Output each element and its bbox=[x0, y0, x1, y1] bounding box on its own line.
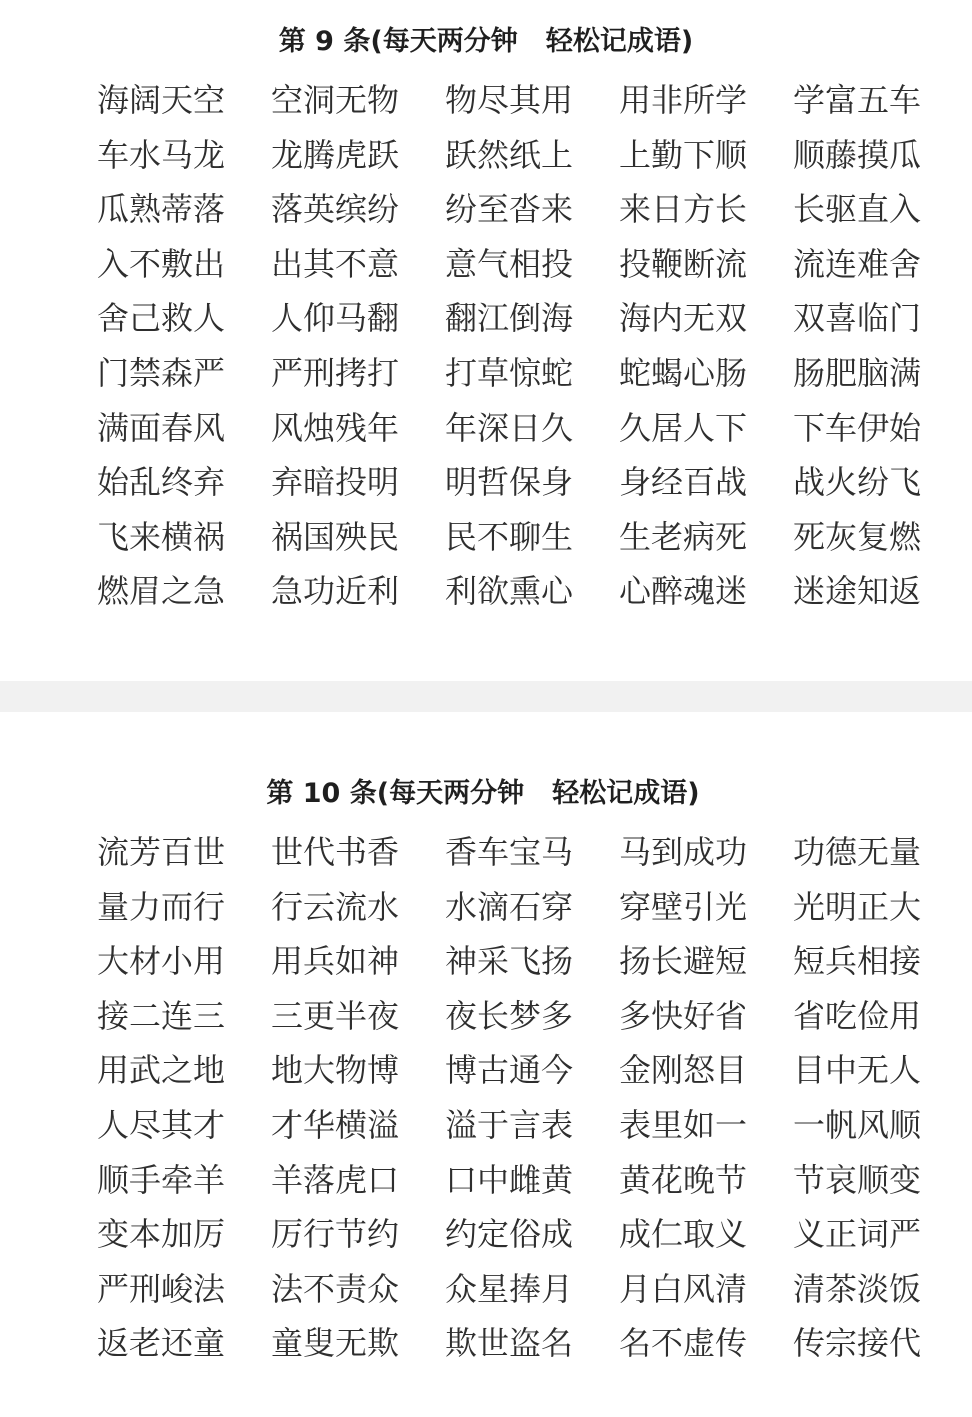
idiom-item: 一帆风顺 bbox=[793, 1105, 922, 1144]
idiom-item: 返老还童 bbox=[97, 1324, 226, 1363]
idiom-item: 空洞无物 bbox=[271, 81, 400, 119]
idiom-item: 迷途知返 bbox=[793, 572, 922, 611]
idiom-item: 流芳百世 bbox=[97, 833, 226, 871]
idiom-item: 满面春风 bbox=[97, 408, 226, 447]
idiom-item: 成仁取义 bbox=[619, 1215, 748, 1254]
idiom-item: 翻江倒海 bbox=[445, 299, 574, 338]
idiom-item: 肠肥脑满 bbox=[793, 353, 922, 392]
idiom-item: 海内无双 bbox=[619, 299, 748, 338]
idiom-item: 弃暗投明 bbox=[271, 463, 400, 502]
idiom-item: 法不责众 bbox=[271, 1269, 400, 1308]
idiom-item: 严刑拷打 bbox=[271, 353, 400, 392]
idiom-item: 光明正大 bbox=[793, 887, 922, 926]
idiom-item: 用兵如神 bbox=[271, 942, 400, 981]
idiom-item: 始乱终弃 bbox=[97, 463, 226, 502]
idiom-item: 行云流水 bbox=[271, 887, 400, 926]
idiom-item: 跃然纸上 bbox=[445, 135, 574, 174]
idiom-grid bbox=[97, 78, 957, 624]
idiom-item: 才华横溢 bbox=[271, 1105, 400, 1144]
idiom-item: 舍己救人 bbox=[97, 299, 226, 338]
idiom-item: 溢于言表 bbox=[445, 1105, 574, 1144]
idiom-item: 风烛残年 bbox=[271, 408, 400, 447]
idiom-item: 马到成功 bbox=[619, 833, 748, 871]
idiom-item: 目中无人 bbox=[793, 1051, 922, 1090]
idiom-item: 羊落虎口 bbox=[271, 1160, 400, 1199]
idiom-item: 神采飞扬 bbox=[445, 942, 574, 981]
idiom-item: 接二连三 bbox=[97, 996, 226, 1035]
idiom-item: 打草惊蛇 bbox=[445, 353, 574, 392]
idiom-item: 义正词严 bbox=[793, 1215, 922, 1254]
idiom-item: 龙腾虎跃 bbox=[271, 135, 400, 174]
idiom-item: 入不敷出 bbox=[97, 244, 226, 283]
idiom-item: 顺手牵羊 bbox=[97, 1160, 226, 1199]
idiom-item: 省吃俭用 bbox=[793, 996, 922, 1035]
idiom-item: 穿壁引光 bbox=[619, 887, 748, 926]
idiom-item: 世代书香 bbox=[271, 833, 400, 871]
idiom-item: 流连难舍 bbox=[793, 244, 922, 283]
idiom-item: 扬长避短 bbox=[619, 942, 748, 981]
idiom-item: 香车宝马 bbox=[445, 833, 574, 871]
idiom-item: 双喜临门 bbox=[793, 299, 922, 338]
idiom-item: 约定俗成 bbox=[445, 1215, 574, 1254]
idiom-item: 学富五车 bbox=[793, 81, 922, 119]
idiom-item: 节哀顺变 bbox=[793, 1160, 922, 1199]
idiom-item: 投鞭断流 bbox=[619, 244, 748, 283]
idiom-item: 顺藤摸瓜 bbox=[793, 135, 922, 174]
idiom-item: 门禁森严 bbox=[97, 353, 226, 392]
idiom-item: 燃眉之急 bbox=[97, 572, 226, 611]
idiom-item: 厉行节约 bbox=[271, 1215, 400, 1254]
idiom-item: 物尽其用 bbox=[445, 81, 574, 119]
idiom-item: 身经百战 bbox=[619, 463, 748, 502]
idiom-item: 多快好省 bbox=[619, 996, 748, 1035]
idiom-item: 下车伊始 bbox=[793, 408, 922, 447]
idiom-item: 车水马龙 bbox=[97, 135, 226, 174]
idiom-item: 生老病死 bbox=[619, 517, 748, 556]
idiom-item: 众星捧月 bbox=[445, 1269, 574, 1308]
idiom-item: 博古通今 bbox=[445, 1051, 574, 1090]
section-title: 第 9 条(每天两分钟 轻松记成语) bbox=[278, 26, 694, 57]
idiom-item: 瓜熟蒂落 bbox=[97, 190, 226, 229]
idiom-item: 明哲保身 bbox=[445, 463, 574, 502]
idiom-item: 用非所学 bbox=[619, 81, 748, 119]
idiom-item: 飞来横祸 bbox=[97, 517, 226, 556]
idiom-item: 用武之地 bbox=[97, 1051, 226, 1090]
idiom-item: 蛇蝎心肠 bbox=[619, 353, 748, 392]
idiom-item: 人尽其才 bbox=[97, 1105, 226, 1144]
idiom-item: 功德无量 bbox=[793, 833, 922, 871]
idiom-item: 三更半夜 bbox=[271, 996, 400, 1035]
idiom-item: 月白风清 bbox=[619, 1269, 748, 1308]
idiom-item: 严刑峻法 bbox=[97, 1269, 226, 1308]
idiom-item: 欺世盗名 bbox=[445, 1324, 574, 1363]
idiom-item: 心醉魂迷 bbox=[619, 572, 748, 611]
idiom-item: 海阔天空 bbox=[97, 81, 226, 119]
idiom-item: 水滴石穿 bbox=[445, 887, 574, 926]
idiom-item: 童叟无欺 bbox=[271, 1324, 400, 1363]
idiom-item: 民不聊生 bbox=[445, 517, 574, 556]
idiom-item: 急功近利 bbox=[271, 572, 400, 611]
idiom-item: 死灰复燃 bbox=[793, 517, 922, 556]
idiom-item: 人仰马翻 bbox=[271, 299, 400, 338]
section-title: 第 10 条(每天两分钟 轻松记成语) bbox=[266, 778, 700, 809]
idiom-item: 口中雌黄 bbox=[445, 1160, 574, 1199]
idiom-item: 来日方长 bbox=[619, 190, 748, 229]
idiom-item: 祸国殃民 bbox=[271, 517, 400, 556]
section-divider bbox=[0, 681, 972, 712]
idiom-item: 传宗接代 bbox=[793, 1324, 922, 1363]
idiom-item: 地大物博 bbox=[271, 1051, 400, 1090]
idiom-item: 战火纷飞 bbox=[793, 463, 922, 502]
idiom-item: 纷至沓来 bbox=[445, 190, 574, 229]
idiom-item: 出其不意 bbox=[271, 244, 400, 283]
idiom-item: 金刚怒目 bbox=[619, 1051, 748, 1090]
idiom-item: 年深日久 bbox=[445, 408, 574, 447]
idiom-item: 清茶淡饭 bbox=[793, 1269, 922, 1308]
idiom-item: 久居人下 bbox=[619, 408, 748, 447]
idiom-item: 表里如一 bbox=[619, 1105, 748, 1144]
idiom-item: 夜长梦多 bbox=[445, 996, 574, 1035]
idiom-item: 大材小用 bbox=[97, 942, 226, 981]
idiom-item: 意气相投 bbox=[445, 244, 574, 283]
idiom-item: 变本加厉 bbox=[97, 1215, 226, 1254]
idiom-item: 长驱直入 bbox=[793, 190, 922, 229]
idiom-item: 量力而行 bbox=[97, 887, 226, 926]
idiom-item: 黄花晚节 bbox=[619, 1160, 748, 1199]
idiom-item: 落英缤纷 bbox=[271, 190, 400, 229]
idiom-item: 上勤下顺 bbox=[619, 135, 748, 174]
idiom-item: 名不虚传 bbox=[619, 1324, 748, 1363]
idiom-item: 短兵相接 bbox=[793, 942, 922, 981]
idiom-item: 利欲熏心 bbox=[445, 572, 574, 611]
idiom-grid bbox=[97, 830, 957, 1376]
